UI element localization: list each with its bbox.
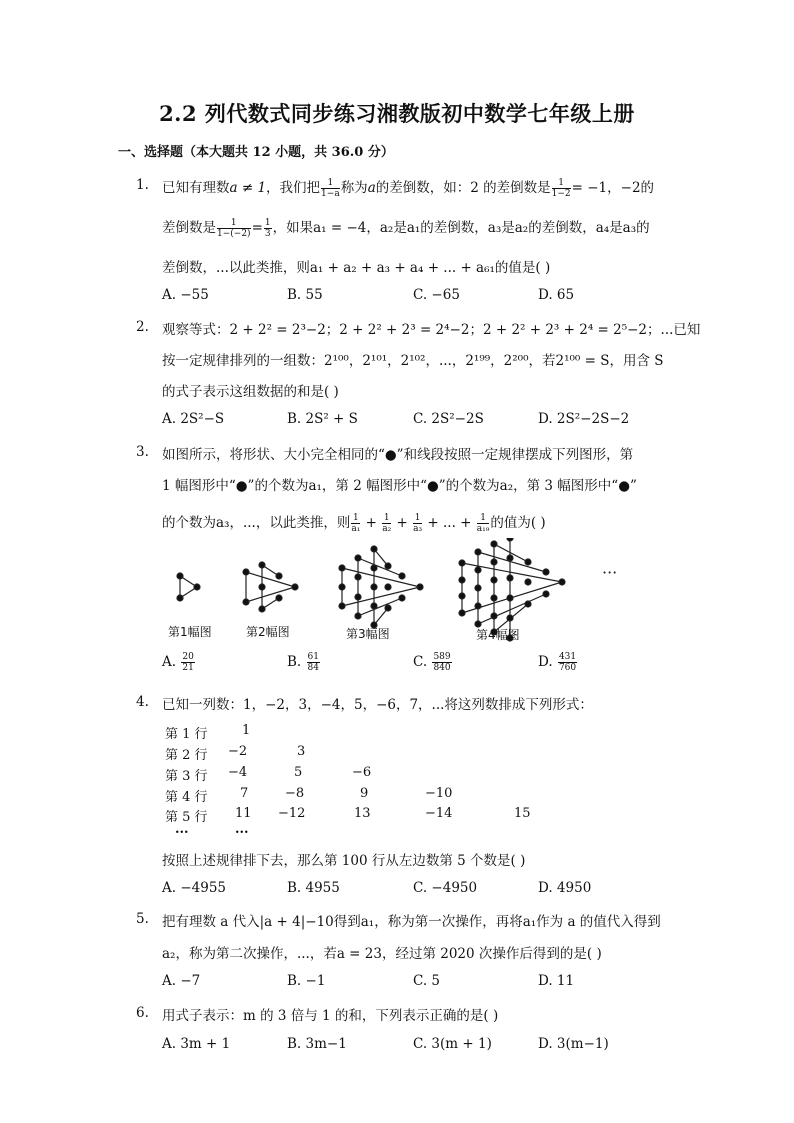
table-cell: 11 (235, 806, 252, 821)
row-label: 第 5 行 (165, 810, 208, 825)
option-c[interactable]: C. 5 (413, 973, 441, 989)
option-b[interactable]: B. $\frac{61}{84}$ (287, 652, 319, 673)
table-cell: 3 (297, 744, 306, 759)
figure-label: 第2幅图 (246, 625, 290, 639)
figure-2 (243, 562, 298, 612)
option-c[interactable]: C. −4950 (413, 880, 478, 896)
question-text: 按一定规律排列的一组数：2¹⁰⁰，2¹⁰¹，2¹⁰²，...，2¹⁹⁹，2²⁰⁰，若2¹⁰⁰ = S，用含 S (162, 353, 664, 369)
question-text: 已知一列数：1，−2，3，−4，5，−6，7，...将这列数排成下列形式： (162, 697, 593, 713)
option-d[interactable]: D. 65 (538, 287, 575, 303)
question-text: 观察等式：2 + 2² = 2³−2；2 + 2² + 2³ = 2⁴−2；2 + 2² + 2³ + 2⁴ = 2⁵−2；...已知 (162, 322, 701, 338)
option-b[interactable]: B. 3m−1 (287, 1036, 347, 1052)
table-cell: 7 (240, 786, 249, 801)
row-label: 第 1 行 (165, 727, 208, 742)
table-cell: −12 (278, 806, 306, 821)
question-number: 5. (136, 911, 149, 927)
option-a[interactable]: A. −4955 (162, 880, 226, 896)
question-text: 差倒数是 $\frac{1}{1-(-2)}$ = $\frac{1}{3}$ ，如果a₁ = −4，a₂是a₁的差倒数，a₃是a₂的差倒数，a₄是a₃的 (162, 218, 650, 239)
question-text: 1 幅图形中“●”的个数为a₁，第 2 幅图形中“●”的个数为a₂，第 3 幅图形中“●” (162, 478, 637, 494)
question-text: 把有理数 a 代入|a + 4|−10得到a₁，称为第一次操作，再将a₁作为 a 的值代入得到 (162, 914, 661, 930)
table-cell: 13 (354, 806, 371, 821)
table-cell: 1 (242, 723, 251, 738)
question-text: 如图所示，将形状、大小完全相同的“●”和线段按照一定规律摆成下列图形，第 (162, 447, 634, 463)
question-text: 的个数为a₃，...，以此类推，则 $\frac{1}{\text{a₁}}$ + $\frac{1}{\text{a₂}}$ + $\frac{1}{\text{a₃}}$ + ... + $\frac{1}{\text{a₁₉}}$ 的值为( ) (162, 513, 546, 534)
option-b[interactable]: B. −1 (287, 973, 326, 989)
page-title: 2.2 列代数式同步练习湘教版初中数学七年级上册 (159, 101, 635, 126)
table-cell: −8 (285, 786, 305, 801)
option-a[interactable]: A. $\frac{20}{21}$ (162, 652, 194, 673)
option-c[interactable]: C. 2S²−2S (413, 411, 484, 427)
question-number: 4. (136, 694, 149, 710)
table-cell: −2 (228, 744, 248, 759)
row-label: 第 4 行 (165, 790, 208, 805)
option-a[interactable]: A. 2S²−S (162, 411, 225, 427)
option-d[interactable]: D. 11 (538, 973, 575, 989)
table-cell: −14 (425, 806, 453, 821)
question-text: 已知有理数a ≠ 1，我们把 $\frac{1}{1-a}$ 称为a的差倒数，如：2 的差倒数是 $\frac{1}{1-2}$ = −1，−2的 (162, 178, 655, 199)
pattern-figure (162, 538, 632, 646)
dot-pattern-diagram (162, 538, 632, 646)
question-text: 的式子表示这组数据的和是( ) (162, 384, 339, 400)
table-cell: 5 (294, 765, 303, 780)
option-b[interactable]: B. 4955 (287, 880, 340, 896)
row-label: 第 3 行 (165, 769, 208, 784)
fraction: $\frac{1}{3}$ (264, 218, 271, 239)
question-text: 用式子表示：m 的 3 倍与 1 的和，下列表示正确的是( ) (162, 1008, 499, 1024)
table-cell: 15 (514, 806, 531, 821)
fraction: $\frac{1}{\text{a₁}}$ (351, 513, 361, 534)
table-cell: 9 (360, 786, 369, 801)
option-d[interactable]: D. 2S²−2S−2 (538, 411, 630, 427)
option-a[interactable]: A. 3m + 1 (162, 1036, 231, 1052)
section-heading: 一、选择题（本大题共 12 小题，共 36.0 分） (118, 145, 394, 160)
continuation-ellipsis: ··· (602, 563, 618, 582)
table-cell: −4 (228, 765, 248, 780)
figure-label: 第1幅图 (168, 625, 212, 639)
question-number: 2. (136, 319, 149, 335)
option-c[interactable]: C. $\frac{589}{840}$ (413, 652, 451, 673)
row-label: 第 2 行 (165, 748, 208, 763)
option-a[interactable]: A. −7 (162, 973, 201, 989)
question-text: a₂，称为第二次操作，...，若a = 23，经过第 2020 次操作后得到的是( ) (162, 946, 602, 962)
fraction: $\frac{1}{\text{a₂}}$ (382, 513, 392, 534)
option-d[interactable]: D. 3(m−1) (538, 1036, 609, 1052)
option-d[interactable]: D. $\frac{431}{760}$ (538, 652, 577, 673)
question-number: 6. (136, 1005, 149, 1021)
continuation-dots: ... (175, 822, 189, 837)
table-cell: −10 (425, 786, 453, 801)
figure-3 (339, 546, 423, 628)
question-text: 差倒数，...以此类推，则a₁ + a₂ + a₃ + a₄ + ... + a₆₁的值是( ) (162, 260, 551, 276)
option-b[interactable]: B. 55 (287, 287, 323, 303)
option-b[interactable]: B. 2S² + S (287, 411, 358, 427)
fraction: $\frac{1}{\text{a₃}}$ (413, 513, 423, 534)
question-number: 1. (136, 177, 149, 193)
fraction: $\frac{1}{1-a}$ (321, 178, 340, 199)
option-d[interactable]: D. 4950 (538, 880, 592, 896)
option-c[interactable]: C. −65 (413, 287, 460, 303)
option-a[interactable]: A. −55 (162, 287, 209, 303)
fraction: $\frac{1}{\text{a₁₉}}$ (476, 513, 490, 534)
figure-label: 第3幅图 (346, 627, 390, 641)
fraction: $\frac{1}{1-2}$ (551, 178, 571, 199)
continuation-dots: ... (235, 822, 249, 837)
option-c[interactable]: C. 3(m + 1) (413, 1036, 492, 1052)
fraction: $\frac{1}{1-(-2)}$ (217, 218, 251, 239)
question-number: 3. (136, 444, 149, 460)
figure-label: 第4幅图 (476, 628, 520, 642)
figure-1 (177, 573, 200, 601)
table-cell: −6 (352, 765, 372, 780)
question-text: 按照上述规律排下去，那么第 100 行从左边数第 5 个数是( ) (162, 853, 526, 869)
